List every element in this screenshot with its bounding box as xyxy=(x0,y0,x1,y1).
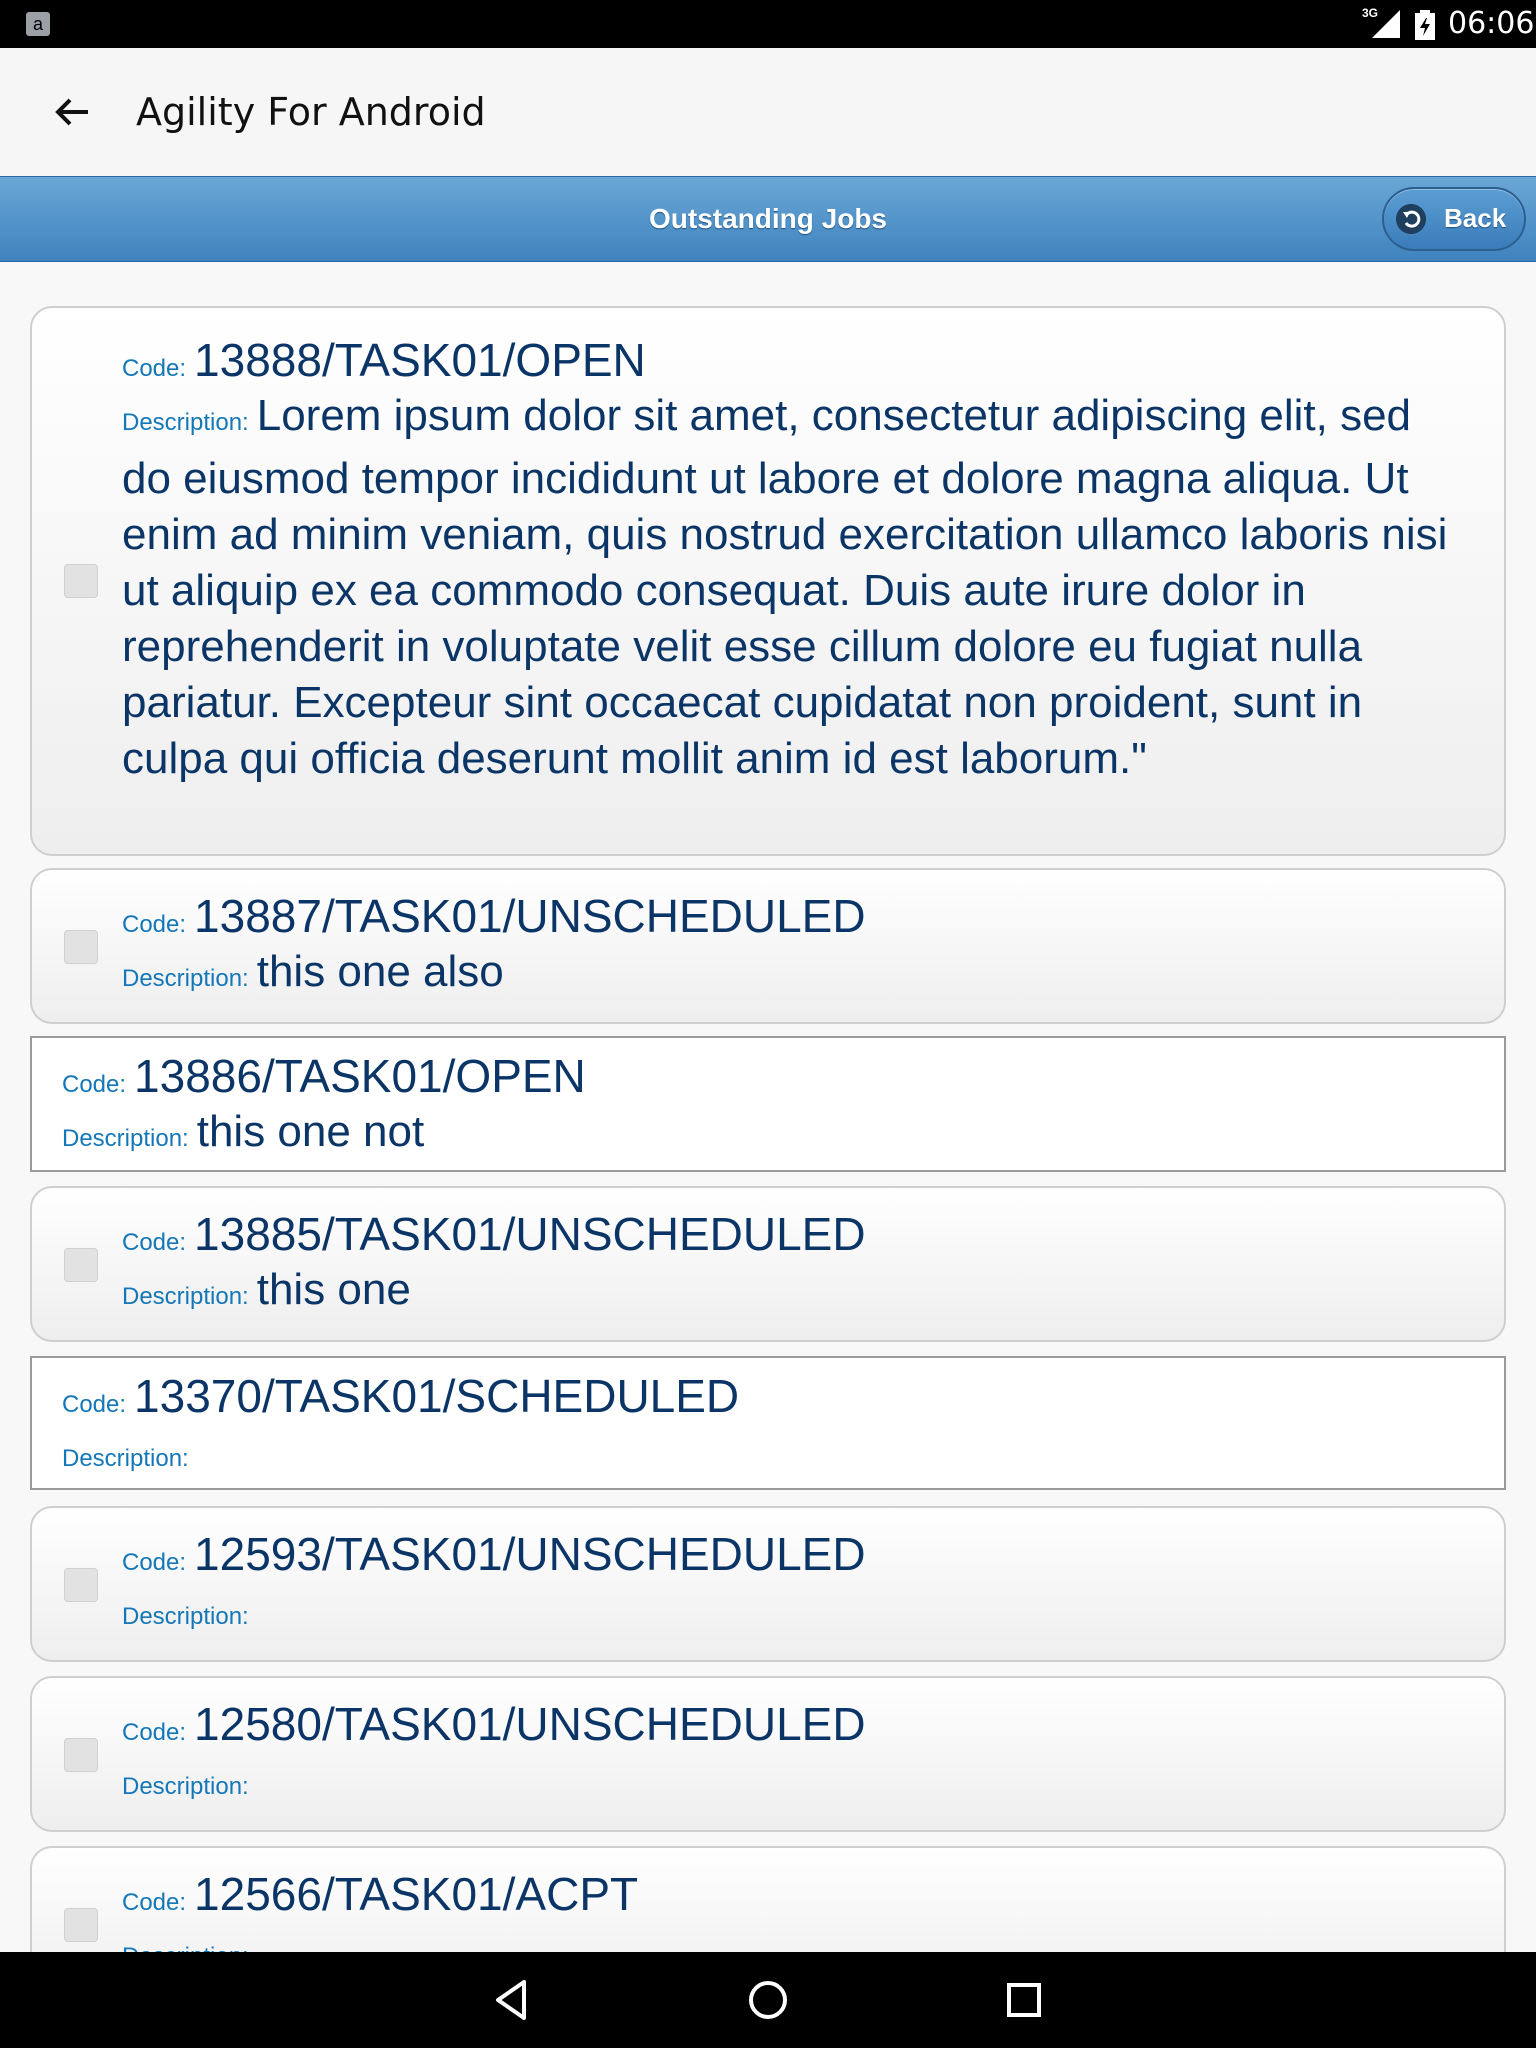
job-card[interactable] xyxy=(30,1186,1506,1342)
code-label: Code: xyxy=(62,1071,127,1098)
job-description-row xyxy=(122,944,1464,1007)
code-label: Code: xyxy=(62,1391,127,1418)
navigation-bar xyxy=(0,1952,1536,2048)
clock: 06:06 xyxy=(1448,6,1535,41)
job-code: 12580/TASK01/UNSCHEDULED xyxy=(194,1698,866,1750)
job-code-row xyxy=(122,1526,1464,1582)
battery-charging-icon xyxy=(1414,10,1436,40)
job-checkbox[interactable] xyxy=(64,1908,98,1942)
back-button[interactable] xyxy=(1382,187,1526,251)
signal-icon xyxy=(1370,10,1402,38)
job-checkbox[interactable] xyxy=(64,930,98,964)
job-description-row xyxy=(122,1582,1464,1645)
back-button-label: Back xyxy=(1444,203,1507,233)
job-card[interactable] xyxy=(30,1036,1506,1172)
description-label: Description: xyxy=(122,965,249,992)
job-code: 12593/TASK01/UNSCHEDULED xyxy=(194,1528,866,1580)
page-title: Outstanding Jobs xyxy=(649,203,887,234)
description-label: Description: xyxy=(62,1125,189,1152)
job-description-row xyxy=(62,1424,1464,1487)
code-label: Code: xyxy=(122,911,187,938)
job-checkbox[interactable] xyxy=(64,1248,98,1282)
square-recents-icon[interactable] xyxy=(1000,1976,1048,2024)
job-card[interactable] xyxy=(30,1356,1506,1490)
description-label: Description: xyxy=(62,1445,189,1472)
job-code: 13370/TASK01/SCHEDULED xyxy=(134,1370,740,1422)
description-label: Description: xyxy=(122,1773,249,1800)
job-code-row xyxy=(122,888,1464,944)
description-label: Description: xyxy=(122,409,249,436)
code-label: Code: xyxy=(122,355,187,382)
job-checkbox[interactable] xyxy=(64,1568,98,1602)
job-code-row xyxy=(62,1048,1464,1104)
job-card[interactable] xyxy=(30,306,1506,856)
job-checkbox[interactable] xyxy=(64,1738,98,1772)
app-title: Agility For Android xyxy=(136,90,486,134)
page-header xyxy=(0,176,1536,262)
job-code: 13888/TASK01/OPEN xyxy=(194,334,646,386)
job-code-row xyxy=(122,332,1464,388)
job-card[interactable] xyxy=(30,1676,1506,1832)
description-label: Description: xyxy=(122,1283,249,1310)
app-notification-icon: a xyxy=(26,12,50,36)
job-code-row xyxy=(62,1368,1464,1424)
description-label: Description: xyxy=(122,1603,249,1630)
job-code: 12566/TASK01/ACPT xyxy=(194,1868,639,1920)
job-description: Lorem ipsum dolor sit amet, consectetur adipiscing elit, sed do eiusmod tempor incididunt ut labore et dolore magna aliqua. Ut enim ad minim veniam, quis nostrud exercitation ullamco laboris nisi ut aliquip ex ea commodo consequat. Duis aute irure dolor in reprehenderit in voluptate velit esse cillum dolore eu fugiat nulla pariatur. Excepteur sint occaecat cupidatat non proident, sunt in culpa qui officia deserunt mollit anim id est laborum." xyxy=(122,391,1448,783)
job-checkbox[interactable] xyxy=(64,564,98,598)
job-card[interactable] xyxy=(30,1506,1506,1662)
code-label: Code: xyxy=(122,1229,187,1256)
job-description-row xyxy=(122,1262,1464,1325)
circle-home-icon[interactable] xyxy=(744,1976,792,2024)
code-label: Code: xyxy=(122,1549,187,1576)
job-description-row xyxy=(122,388,1464,787)
job-card[interactable] xyxy=(30,868,1506,1024)
job-code-row xyxy=(122,1206,1464,1262)
network-type: 3G xyxy=(1362,6,1379,20)
job-description-row xyxy=(62,1104,1464,1167)
job-description: this one also xyxy=(256,947,504,996)
code-label: Code: xyxy=(122,1889,187,1916)
job-code-row xyxy=(122,1866,1464,1922)
job-code: 13886/TASK01/OPEN xyxy=(134,1050,586,1102)
status-bar xyxy=(0,0,1536,48)
job-code: 13887/TASK01/UNSCHEDULED xyxy=(194,890,866,942)
job-code-row xyxy=(122,1696,1464,1752)
triangle-back-icon[interactable] xyxy=(488,1976,536,2024)
app-bar xyxy=(0,48,1536,178)
job-code: 13885/TASK01/UNSCHEDULED xyxy=(194,1208,866,1260)
arrow-left-icon[interactable] xyxy=(48,88,96,136)
job-description: this one not xyxy=(196,1107,425,1156)
undo-icon xyxy=(1396,204,1426,234)
code-label: Code: xyxy=(122,1719,187,1746)
job-description-row xyxy=(122,1752,1464,1815)
job-description: this one xyxy=(256,1265,411,1314)
